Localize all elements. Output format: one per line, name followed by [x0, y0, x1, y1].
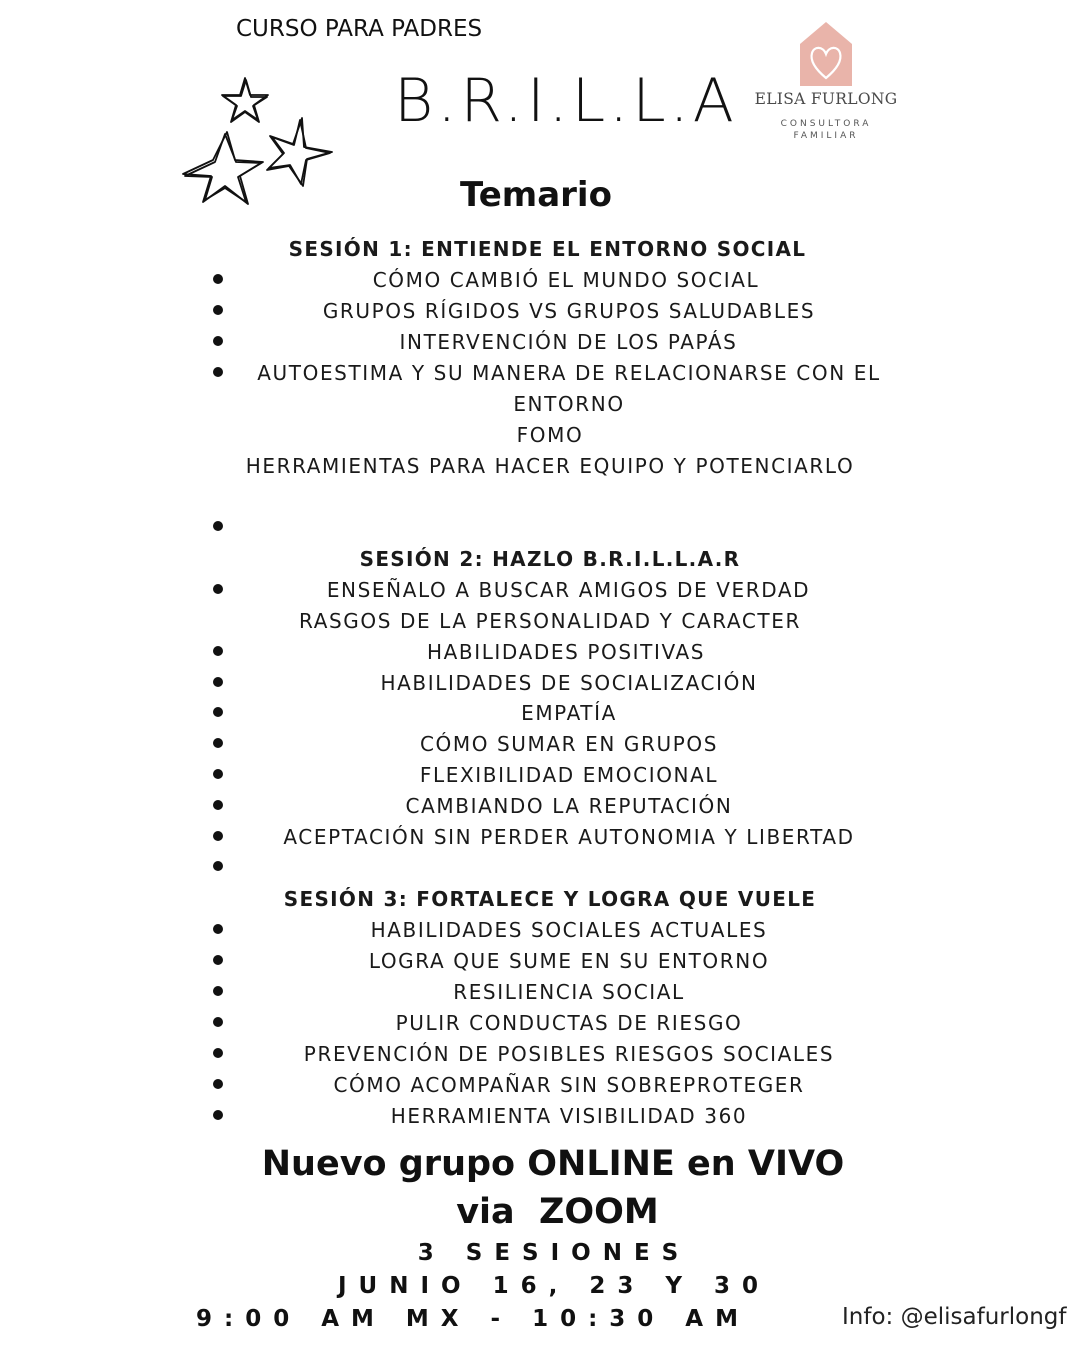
list-item-text: CÓMO SUMAR EN GRUPOS: [419, 732, 719, 756]
list-item-text: EMPATÍA: [521, 701, 617, 725]
list-item-text: FLEXIBILIDAD EMOCIONAL: [419, 763, 719, 787]
logo-name: ELISA FURLONG: [754, 90, 898, 108]
session-3-heading-text: SESIÓN 3: FORTALECE Y LOGRA QUE VUELE: [283, 887, 817, 911]
list-item-text: INTERVENCIÓN DE LOS PAPÁS: [399, 330, 738, 354]
heart-house-logo-icon: [796, 20, 856, 88]
session-1-heading-text: SESIÓN 1: ENTIENDE EL ENTORNO SOCIAL: [288, 237, 807, 261]
list-item-text: FOMO: [516, 423, 584, 447]
list-item-text: HABILIDADES POSITIVAS: [426, 640, 706, 664]
list-item: [0, 298, 1080, 324]
section-title: [0, 175, 1080, 215]
list-item-text: CAMBIANDO LA REPUTACIÓN: [405, 794, 733, 818]
list-item: [0, 391, 1080, 417]
dates-text: JUNIO 16, 23 Y 30: [337, 1273, 771, 1299]
session-1-heading: [0, 236, 1080, 262]
list-item: [0, 979, 1080, 1005]
list-item: [0, 360, 1080, 386]
list-item-text: HERRAMIENTA VISIBILIDAD 360: [390, 1104, 748, 1128]
list-item-text: RESILIENCIA SOCIAL: [453, 980, 685, 1004]
list-item-text: LOGRA QUE SUME EN SU ENTORNO: [368, 949, 770, 973]
list-item: [0, 700, 1080, 726]
list-item: [0, 762, 1080, 788]
list-item-text: HABILIDADES SOCIALES ACTUALES: [370, 918, 768, 942]
list-item: [0, 1010, 1080, 1036]
brand-logo: [752, 20, 900, 150]
dates: [0, 1273, 1080, 1299]
list-item: [0, 422, 1080, 448]
list-item: [0, 608, 1080, 634]
list-item: [0, 1041, 1080, 1067]
list-item-text: GRUPOS RÍGIDOS VS GRUPOS SALUDABLES: [322, 299, 816, 323]
course-label: CURSO PARA PADRES: [236, 16, 483, 42]
contact-info: Info: @elisafurlongf: [842, 1304, 1067, 1330]
list-item: [0, 948, 1080, 974]
temario-label: Temario: [460, 175, 612, 215]
course-title: B.R.I.L.L.A: [394, 66, 738, 136]
list-item-text: CÓMO ACOMPAÑAR SIN SOBREPROTEGER: [333, 1073, 805, 1097]
logo-sub-line-1: CONSULTORA: [780, 119, 872, 129]
list-item-text: ACEPTACIÓN SIN PERDER AUTONOMIA Y LIBERTAD: [283, 825, 855, 849]
sessions-count-text: 3 SESIONES: [417, 1240, 691, 1266]
list-item: [0, 917, 1080, 943]
list-item: [0, 577, 1080, 603]
list-item-text: CÓMO CAMBIÓ EL MUNDO SOCIAL: [372, 268, 760, 292]
list-item-text: PULIR CONDUCTAS DE RIESGO: [395, 1011, 743, 1035]
list-item: [0, 453, 1080, 479]
list-item: [0, 329, 1080, 355]
list-item: [0, 1072, 1080, 1098]
announcement: [0, 1140, 1080, 1236]
list-item: [0, 639, 1080, 665]
list-item-text: PREVENCIÓN DE POSIBLES RIESGOS SOCIALES: [303, 1042, 835, 1066]
bullet: [213, 521, 223, 531]
list-item-text: ENTORNO: [513, 392, 625, 416]
list-item: [0, 731, 1080, 757]
announcement-line-1: Nuevo grupo ONLINE en VIVO: [261, 1144, 845, 1184]
schedule: [0, 1306, 836, 1332]
list-item: [0, 824, 1080, 850]
session-2-heading: [0, 546, 1080, 572]
sessions-count: [0, 1240, 1080, 1266]
list-item-text: HERRAMIENTAS PARA HACER EQUIPO Y POTENCIARLO: [245, 454, 855, 478]
list-item-text: ENSEÑALO A BUSCAR AMIGOS DE VERDAD: [326, 578, 811, 602]
logo-sub-line-2: FAMILIAR: [793, 131, 859, 141]
list-item: [0, 1103, 1080, 1129]
list-item-text: AUTOESTIMA Y SU MANERA DE RELACIONARSE CON EL: [257, 361, 881, 385]
logo-subtitle: [752, 118, 900, 142]
session-3-heading: [0, 886, 1080, 912]
list-item-text: HABILIDADES DE SOCIALIZACIÓN: [380, 671, 758, 695]
announcement-line-2: via ZOOM: [456, 1192, 659, 1232]
list-item: [0, 793, 1080, 819]
list-item: [0, 670, 1080, 696]
session-2-heading-text: SESIÓN 2: HAZLO B.R.I.L.L.A.R: [359, 547, 741, 571]
list-item: [0, 267, 1080, 293]
bullet: [213, 861, 223, 871]
list-item-text: RASGOS DE LA PERSONALIDAD Y CARACTER: [299, 609, 801, 633]
schedule-text: 9:00 AM MX - 10:30 AM: [196, 1306, 750, 1332]
